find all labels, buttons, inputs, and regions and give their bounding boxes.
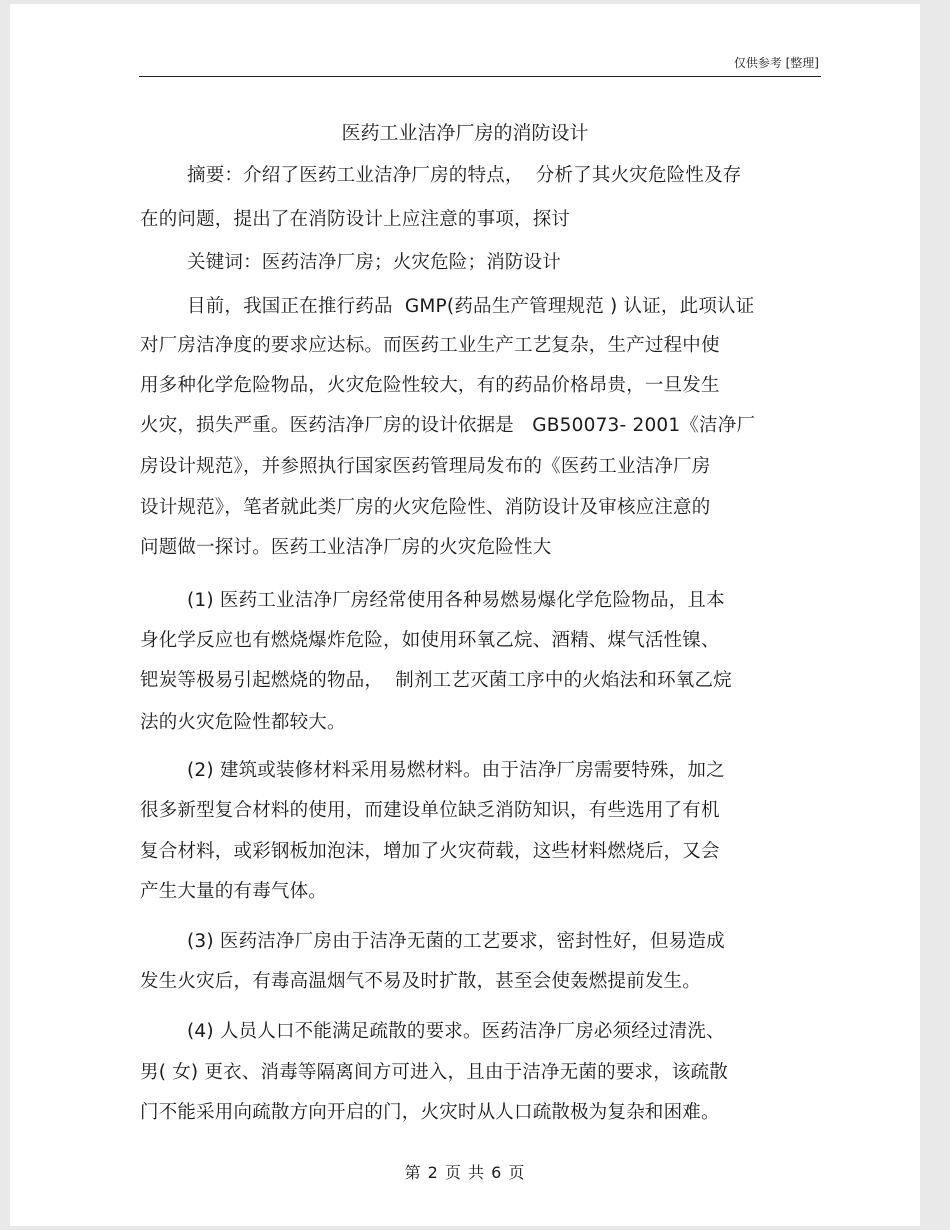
document-page bbox=[10, 4, 920, 1226]
document-title: 医药工业洁净厂房的消防设计 bbox=[341, 122, 589, 144]
text-line: 发生火灾后，有毒高温烟气不易及时扩散，甚至会使轰燃提前发生。 bbox=[140, 971, 702, 992]
text-line: 身化学反应也有燃烧爆炸危险，如使用环氧乙烷、酒精、煤气活性镍、 bbox=[140, 630, 720, 651]
text-line: 目前，我国正在推行药品 GMP(药品生产管理规范 ) 认证，此项认证 bbox=[187, 296, 755, 317]
text-line: (2) 建筑或装修材料采用易燃材料。由于洁净厂房需要特殊，加之 bbox=[187, 760, 725, 781]
text-line: (4) 人员人口不能满足疏散的要求。医药洁净厂房必须经过清洗、 bbox=[187, 1021, 725, 1042]
text-line: 摘要：介绍了医药工业洁净厂房的特点， 分析了其火灾危险性及存 bbox=[187, 165, 742, 186]
header-rule bbox=[139, 76, 821, 77]
text-line: 在的问题，提出了在消防设计上应注意的事项，探讨 bbox=[140, 209, 571, 230]
text-line: 很多新型复合材料的使用，而建设单位缺乏消防知识，有些选用了有机 bbox=[140, 800, 720, 821]
text-line: 复合材料，或彩钢板加泡沫，增加了火灾荷载，这些材料燃烧后，又会 bbox=[140, 841, 720, 862]
text-line: 房设计规范》，并参照执行国家医药管理局发布的《医药工业洁净厂房 bbox=[140, 456, 711, 477]
text-line: 关键词：医药洁净厂房；火灾危险；消防设计 bbox=[187, 252, 562, 273]
text-line: (3) 医药洁净厂房由于洁净无菌的工艺要求，密封性好，但易造成 bbox=[187, 931, 725, 952]
text-line: 火灾，损失严重。医药洁净厂房的设计依据是 GB50073- 2001《洁净厂 bbox=[140, 415, 756, 436]
page-header: 仅供参考 [整理] bbox=[733, 56, 819, 70]
text-line: 产生大量的有毒气体。 bbox=[140, 881, 328, 902]
text-line: 男( 女) 更衣、消毒等隔离间方可进入，且由于洁净无菌的要求，该疏散 bbox=[140, 1062, 728, 1083]
text-line: (1) 医药工业洁净厂房经常使用各种易燃易爆化学危险物品，且本 bbox=[187, 590, 725, 611]
page-footer: 第 2 页 共 6 页 bbox=[404, 1163, 526, 1182]
text-line: 问题做一探讨。医药工业洁净厂房的火灾危险性大 bbox=[140, 537, 552, 558]
text-line: 设计规范》，笔者就此类厂房的火灾危险性、消防设计及审核应注意的 bbox=[140, 497, 711, 518]
text-line: 对厂房洁净度的要求应达标。而医药工业生产工艺复杂，生产过程中使 bbox=[140, 335, 720, 356]
text-line: 用多种化学危险物品，火灾危险性较大，有的药品价格昂贵，一旦发生 bbox=[140, 375, 720, 396]
text-line: 门不能采用向疏散方向开启的门，火灾时从人口疏散极为复杂和困难。 bbox=[140, 1102, 720, 1123]
text-line: 法的火灾危险性都较大。 bbox=[140, 712, 346, 733]
text-line: 钯炭等极易引起燃烧的物品， 制剂工艺灭菌工序中的火焰法和环氧乙烷 bbox=[140, 670, 732, 691]
